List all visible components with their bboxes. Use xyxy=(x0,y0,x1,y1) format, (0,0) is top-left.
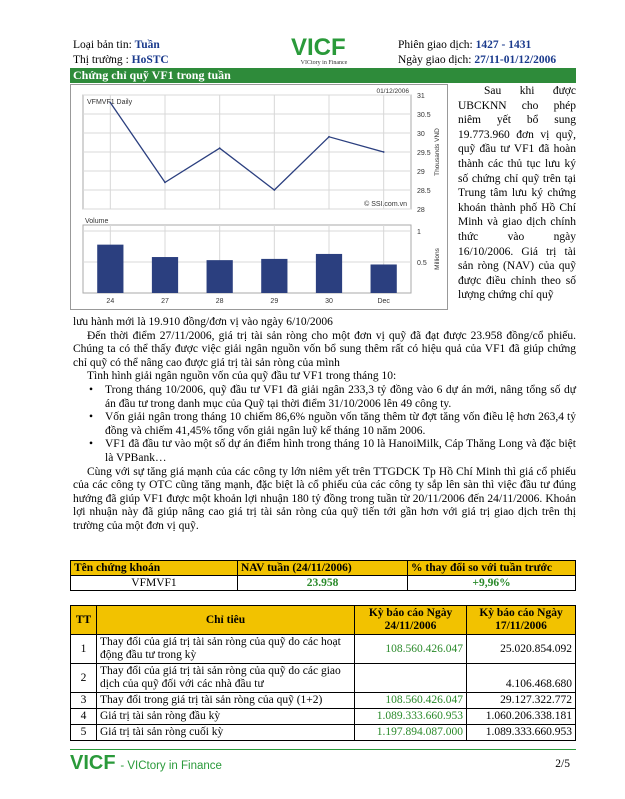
header-left xyxy=(73,38,169,68)
table-header-row xyxy=(71,606,576,635)
footer-tagline: - VICtory in Finance xyxy=(120,760,222,772)
bulletin-label: Loại bản tin: xyxy=(73,39,132,51)
table-cell: 108.560.426.047 xyxy=(355,693,467,709)
table-header-row xyxy=(71,561,576,576)
date-value: 27/11-01/12/2006 xyxy=(474,54,557,66)
session-label: Phiên giao dịch: xyxy=(398,39,473,51)
vicf-logo xyxy=(291,36,357,66)
volume-axis-label: Millions xyxy=(434,248,441,270)
paragraph-continuation: lưu hành mới là 19.910 đồng/đơn vị vào ngày 6/10/2006 xyxy=(73,316,333,328)
page-number: 2/5 xyxy=(555,758,570,770)
price-point xyxy=(383,151,385,153)
table-row xyxy=(71,576,576,591)
header-right xyxy=(398,38,573,68)
table-cell xyxy=(355,664,467,693)
x-tick-label: Dec xyxy=(377,298,390,305)
volume-bar xyxy=(316,254,342,293)
detail-table xyxy=(70,605,576,741)
table-header-cell: Kỳ báo cáo Ngày 17/11/2006 xyxy=(467,606,576,635)
table-cell: Thay đổi của giá trị tài sản ròng của quỹ do các giao dịch của quỹ đối với các nhà đầu tư xyxy=(97,664,355,693)
bullet-item: • VF1 đã đầu tư vào một số dự án điểm hình trong tháng 10 là HanoiMilk, Cáp Thăng Long và đặc biệt là VPBank… xyxy=(87,438,576,465)
table-cell: 1.197.894.087.000 xyxy=(355,725,467,741)
price-tick-label: 29.5 xyxy=(417,150,431,157)
footer-logo: VICF xyxy=(70,752,116,774)
chart-source: © SSI.com.vn xyxy=(364,201,407,208)
bulletin-value: Tuần xyxy=(134,39,160,51)
table-cell: 4.106.468.680 xyxy=(467,664,576,693)
table-row xyxy=(71,664,576,693)
table-cell: 1.089.333.660.953 xyxy=(467,725,576,741)
logo-mark: VICF xyxy=(291,34,346,61)
side-paragraph xyxy=(458,84,576,303)
x-tick-label: 24 xyxy=(106,298,115,305)
footer-divider xyxy=(70,749,576,750)
table-cell: Thay đổi trong giá trị tài sản ròng của quỹ (1+2) xyxy=(97,693,355,709)
table-cell: 1.060.206.338.181 xyxy=(467,709,576,725)
table-cell: 25.020.854.092 xyxy=(467,635,576,664)
table-cell: 4 xyxy=(71,709,97,725)
logo-tagline: VICtory in Finance xyxy=(300,60,348,66)
volume-label: Volume xyxy=(85,218,109,225)
table-cell: 1 xyxy=(71,635,97,664)
table-cell: 3 xyxy=(71,693,97,709)
price-point xyxy=(164,182,166,184)
price-tick-label: 29 xyxy=(417,169,425,176)
article-body xyxy=(73,316,576,534)
volume-tick-label: 1 xyxy=(417,229,421,236)
nav-table xyxy=(70,560,576,591)
table-cell: 1.089.333.660.953 xyxy=(355,709,467,725)
page-header xyxy=(73,34,573,70)
market-sep: : xyxy=(122,54,132,66)
table-cell: 108.560.426.047 xyxy=(355,635,467,664)
table-cell: 29.127.322.772 xyxy=(467,693,576,709)
volume-bar xyxy=(261,259,287,293)
table-cell: 23.958 xyxy=(238,576,408,591)
table-cell: 2 xyxy=(71,664,97,693)
table-cell: 5 xyxy=(71,725,97,741)
volume-bar xyxy=(207,260,233,293)
volume-bar xyxy=(97,245,123,293)
price-point xyxy=(219,147,221,149)
price-tick-label: 30 xyxy=(417,131,425,138)
paragraph-3: Cùng với sự tăng giá mạnh của các công ty lớn niêm yết trên TTGDCK Tp Hồ Chí Minh thì giá cổ phiếu của các công ty OTC cũng tăng mạnh, đặc biệt là cổ phiếu của các công ty sắp lên sàn thì việc đầu tư đúng hướng đã giúp VF1 được một khoản lợi nhuận 180 tỷ đồng trong tuần từ 20/11/2006 đến 24/11/2006. Khoản lợi nhuận này đã giúp nâng cao giá trị tài sản ròng của quỹ tiến tới gần hơn với giá trị giao dịch trên thị trường của một đơn vị quỹ. xyxy=(73,465,576,532)
bullet-list xyxy=(87,384,576,466)
session-value: 1427 - 1431 xyxy=(475,39,532,51)
page-footer xyxy=(70,752,576,774)
section-title: Chứng chỉ quỹ VF1 trong tuần xyxy=(70,68,576,83)
market-value: HoSTC xyxy=(131,54,169,66)
price-tick-label: 31 xyxy=(417,93,425,100)
market-label: Thị trường xyxy=(73,54,123,66)
price-tick-label: 28.5 xyxy=(417,188,431,195)
table-header-cell: Chỉ tiêu xyxy=(97,606,355,635)
table-row xyxy=(71,693,576,709)
volume-bar xyxy=(152,257,178,293)
table-row xyxy=(71,709,576,725)
date-label: Ngày giao dịch: xyxy=(398,54,472,66)
price-point xyxy=(273,189,275,191)
price-tick-label: 30.5 xyxy=(417,112,431,119)
bullet-item: • Vốn giải ngân trong tháng 10 chiếm 86,6% nguồn vốn tăng thêm từ đợt tăng vốn điều lệ hơn 263,4 tỷ đồng và chiếm 41,45% tổng vốn giải ngân luỹ kế tháng 10 năm 2006. xyxy=(87,411,576,438)
side-text: Sau khi được UBCKNN cho phép niêm yết bổ sung 19.773.960 đơn vị quỹ, quỹ đầu tư VF1 đã hoàn thành các thủ tục lưu ký số chứng chỉ quỹ trên tại Trung tâm lưu ký chứng khoán thành phố Hồ Chí Minh và giao dịch chính thức vào ngày 16/10/2006. Giá trị tài sản ròng (NAV) của quỹ được điều chỉnh theo số lượng chứng chỉ quỹ xyxy=(458,85,576,302)
price-point xyxy=(328,136,330,138)
table-row xyxy=(71,635,576,664)
chart-svg xyxy=(71,85,447,309)
table-cell: +9,96% xyxy=(408,576,576,591)
x-tick-label: 29 xyxy=(270,298,279,305)
table-cell: Thay đổi của giá trị tài sản ròng của quỹ do các hoạt động đầu tư trong kỳ xyxy=(97,635,355,664)
x-tick-label: 28 xyxy=(215,298,224,305)
paragraph-2: Tình hình giải ngân nguồn vốn của quỹ đầu tư VF1 trong tháng 10: xyxy=(87,370,397,383)
volume-panel xyxy=(83,225,411,293)
x-tick-label: 30 xyxy=(325,298,333,305)
bullet-item: • Trong tháng 10/2006, quỹ đầu tư VF1 đã giải ngân 233,3 tỷ đồng vào 6 dự án mới, nâng tổng số dự án đầu tư trong danh mục của Quỹ tại thời điểm 31/10/2006 lên 49 công ty. xyxy=(87,384,576,411)
table-header-cell: TT xyxy=(71,606,97,635)
chart-date: 01/12/2006 xyxy=(376,88,409,95)
vf1-chart xyxy=(70,84,448,310)
volume-tick-label: 0.5 xyxy=(417,260,427,267)
table-header-cell: Kỳ báo cáo Ngày 24/11/2006 xyxy=(355,606,467,635)
table-header-cell: Tên chứng khoán xyxy=(71,561,238,576)
table-cell: Giá trị tài sản ròng cuối kỳ xyxy=(97,725,355,741)
table-row xyxy=(71,725,576,741)
table-header-cell: NAV tuần (24/11/2006) xyxy=(238,561,408,576)
table-cell: Giá trị tài sản ròng đầu kỳ xyxy=(97,709,355,725)
table-header-cell: % thay đổi so với tuần trước xyxy=(408,561,576,576)
chart-title: VFMVF1 Daily xyxy=(87,99,133,106)
x-tick-label: 27 xyxy=(161,298,169,305)
price-axis-label: Thousands VND xyxy=(434,128,441,176)
price-tick-label: 28 xyxy=(417,207,425,214)
table-cell: VFMVF1 xyxy=(71,576,238,591)
paragraph-1: Đến thời điểm 27/11/2006, giá trị tài sản ròng cho một đơn vị quỹ đã đạt được 23.958 đồng/cổ phiếu. Chúng ta có thể thấy được việc giải ngân nguồn vốn bổ sung thêm rất có hiệu quả của VF1 đã giúp chứng chỉ quỹ có thể nâng cao được giá trị tài sản ròng của mình xyxy=(73,329,576,369)
volume-bar xyxy=(371,264,397,293)
